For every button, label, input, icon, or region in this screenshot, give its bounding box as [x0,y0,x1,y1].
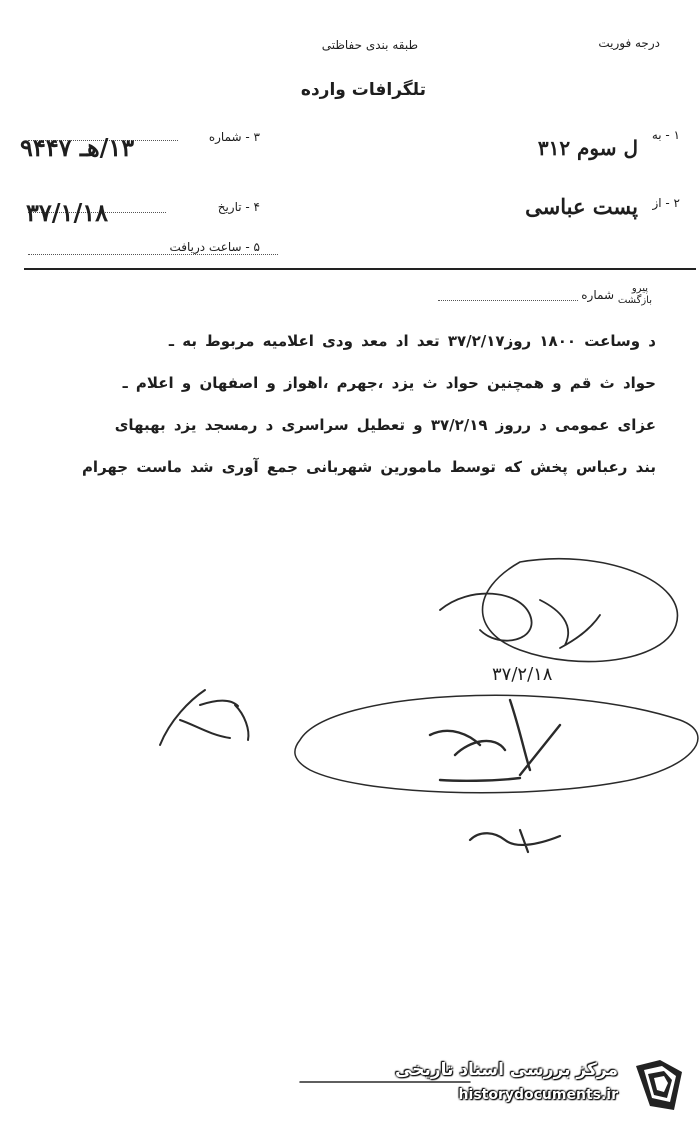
from-value: پست عباسی [525,194,638,219]
date-label: ۴ - تاریخ [217,200,260,214]
body-line-3: عزای عمومی د رروز ۳۷/۲/۱۹ و تعطیل سراسری د رمسجد یزد بهبهای [114,416,656,434]
watermark-logo [395,1054,696,1116]
signature-oval-top [483,559,678,662]
signature-left [160,690,248,745]
reference-number-label: شماره [581,288,614,302]
handwritten-number: ۳۷/۲/۱۸ [492,664,553,685]
priority-label: درجه فوریت [598,36,660,50]
receipt-time-label: ۵ - ساعت دریافت [169,240,260,254]
to-value: ل سوم ۳۱۲ [537,136,638,160]
from-label: ۲ - از [652,196,680,210]
body-line-2: حواد ث قم و همچنین حواد ث یزد ،جهرم ،اهواز و اصفهان و اعلام ـ [122,374,656,392]
signature-bottom [470,830,560,852]
date-value: ۳۷/۱/۱۸ [26,198,108,227]
signature-middle [430,700,560,781]
signature-scribble-top [440,594,600,648]
body-line-1: د وساعت ۱۸۰۰ روز۳۷/۲/۱۷ تعد اد معد ودی اعلامیه مربوط به ـ [168,332,656,350]
to-label: ۱ - به [651,128,680,142]
signature-oval-middle [295,695,698,792]
watermark-url: historydocuments.ir [458,1087,618,1103]
document-logo-icon [630,1056,688,1114]
reference-line1: پیرو [631,283,648,294]
number-label: ۳ - شماره [208,130,260,144]
classification-label: طبقه بندی حفاظتی [321,38,418,52]
page-title: تلگرافات وارده [300,80,426,100]
watermark-name: مرکز بررسی اسناد تاریخی [395,1060,618,1080]
reference-line2: بازگشت [617,295,652,306]
body-line-4: بند رعباس پخش که توسط مامورین شهربانی جمع آوری شد ماست جهرام [81,458,656,476]
number-value: ۱۳/هـ ۹۴۴۷ [20,133,135,162]
